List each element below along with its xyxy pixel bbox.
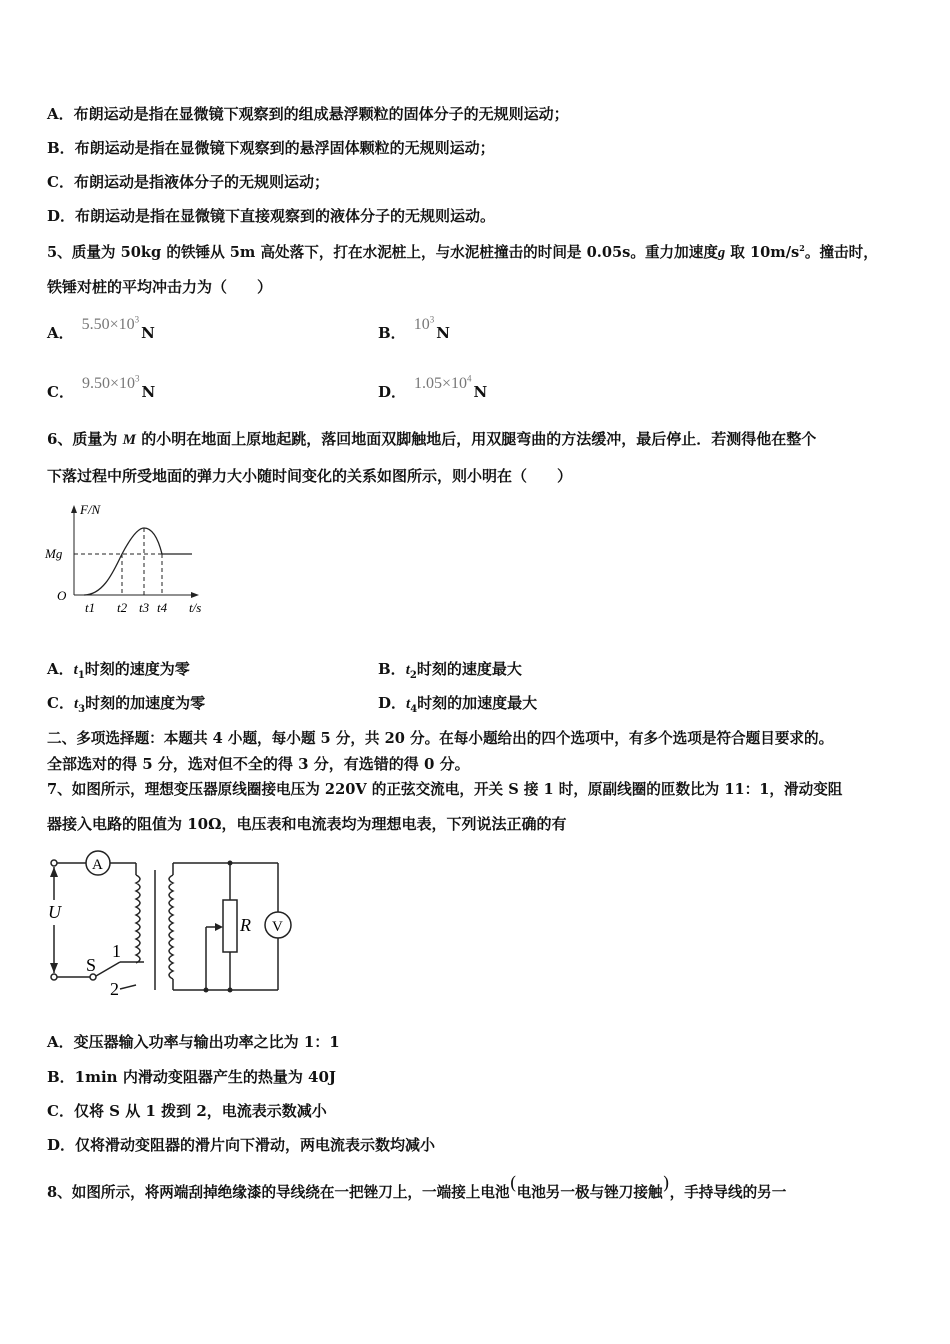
q7-option-c: C．仅将 S 从 1 拨到 2，电流表示数减小 — [47, 1102, 327, 1120]
q5-option-d — [378, 373, 488, 402]
mg-label: Mg — [45, 546, 63, 561]
text: 5、质量为 50kg 的铁锤从 5m 高处落下，打在水泥桩上，与水泥桩撞击的时间是 0.05s。重力加速度 — [47, 244, 718, 261]
tick-t2: t2 — [117, 600, 128, 615]
q5-option-c — [47, 373, 156, 402]
math-value: $10^3$ — [413, 314, 435, 333]
q6-stem-line2: 下落过程中所受地面的弹力大小随时间变化的关系如图所示，则小明在（ ） — [47, 467, 573, 485]
voltage-label: U — [48, 902, 61, 922]
switch-label: S — [86, 955, 97, 975]
label: C． — [47, 383, 74, 401]
q4-option-d: D．布朗运动是指在显微镜下直接观察到的液体分子的无规则运动。 — [47, 207, 496, 225]
q5-stem-line2: 铁锤对桩的平均冲击力为（ ） — [47, 278, 273, 296]
q6-option-b: B．$t_2$时刻的速度最大 — [378, 660, 522, 681]
text: 电池另一极与锉刀接触 — [516, 1184, 663, 1201]
q6-stem-line1 — [47, 428, 816, 449]
y-axis-arrow — [71, 505, 77, 513]
ammeter-label: A — [92, 857, 103, 873]
label: B． — [378, 324, 406, 342]
unit: N — [473, 383, 488, 401]
text: 6、质量为 — [47, 430, 123, 448]
tick-t4: t4 — [157, 600, 168, 615]
label: D． — [378, 383, 407, 401]
text: 取 10m/s — [725, 244, 800, 261]
section2-heading-line2: 全部选对的得 5 分，选对但不全的得 3 分，有选错的得 0 分。 — [47, 755, 470, 773]
text: 的小明在地面上原地起跳，落回地面双脚触地后，用双腿弯曲的方法缓冲，最后停止．若测得他在整个 — [136, 430, 817, 448]
label: A． — [47, 324, 74, 342]
section2-heading-line1: 二、多项选择题：本题共 4 小题，每小题 5 分，共 20 分。在每小题给出的四个选项中，有多个选项是符合题目要求的。 — [47, 730, 834, 747]
q6-option-c: C．$t_3$时刻的加速度为零 — [47, 694, 206, 715]
text: 8、如图所示，将两端刮掉绝缘漆的导线绕在一把锉刀上，一端接上电池 — [47, 1184, 510, 1201]
q7-option-b: B．1min 内滑动变阻器产生的热量为 40J — [47, 1068, 337, 1086]
force-curve — [84, 528, 192, 595]
q5-stem-line1 — [47, 241, 878, 262]
y-axis-label: F/N — [80, 502, 101, 517]
q4-option-a: A．布朗运动是指在显微镜下观察到的组成悬浮颗粒的固体分子的无规则运动； — [47, 105, 569, 123]
q7-stem-line2: 器接入电路的阻值为 10Ω，电压表和电流表均为理想电表，下列说法正确的有 — [47, 815, 567, 833]
x-axis-arrow — [191, 592, 199, 598]
q6-option-a: A．$t_1$时刻的速度为零 — [47, 660, 190, 681]
tick-t1: t1 — [85, 600, 96, 615]
text: ，手持导线的另一 — [669, 1184, 787, 1201]
transformer-circuit — [40, 845, 310, 1005]
text: 。撞击时， — [804, 244, 878, 261]
q5-option-a — [47, 314, 155, 343]
q7-stem-line1: 7、如图所示，理想变压器原线圈接电压为 220V 的正弦交流电，开关 S 接 1 时，原副线圈的匝数比为 11：1，滑动变阻 — [47, 781, 843, 798]
switch-pos-1: 1 — [112, 941, 121, 961]
force-time-graph — [44, 500, 214, 618]
q5-option-b — [378, 314, 450, 343]
g-symbol: g — [717, 245, 726, 261]
x-axis-label: t/s — [189, 600, 202, 615]
q4-option-b: B．布朗运动是指在显微镜下观察到的悬浮固体颗粒的无规则运动； — [47, 139, 495, 157]
math-value: $9.50\times 10^3$ — [81, 373, 140, 392]
m-symbol: M — [122, 432, 137, 448]
exponent: 2 — [799, 243, 805, 254]
unit: N — [141, 383, 156, 401]
math-value: $1.05\times 10^4$ — [414, 373, 472, 392]
math-value: $5.50\times 10^3$ — [81, 314, 140, 333]
q7-option-a: A．变压器输入功率与输出功率之比为 1：1 — [47, 1033, 340, 1051]
unit: N — [436, 324, 450, 342]
tick-t3: t3 — [139, 600, 150, 615]
q6-option-d: D．$t_4$时刻的加速度最大 — [378, 694, 538, 715]
unit: N — [141, 324, 155, 342]
q4-option-c: C．布朗运动是指液体分子的无规则运动； — [47, 173, 329, 191]
switch-pos-2: 2 — [110, 979, 119, 999]
resistor-label: R — [240, 915, 251, 935]
origin-label: O — [57, 588, 67, 603]
q7-option-d: D．仅将滑动变阻器的滑片向下滑动，两电流表示数均减小 — [47, 1136, 436, 1154]
q8-stem-line1: 8、如图所示，将两端刮掉绝缘漆的导线绕在一把锉刀上，一端接上电池(电池另一极与锉刀接触)，手持导线的另一 — [47, 1173, 787, 1201]
voltmeter-label: V — [272, 919, 283, 935]
